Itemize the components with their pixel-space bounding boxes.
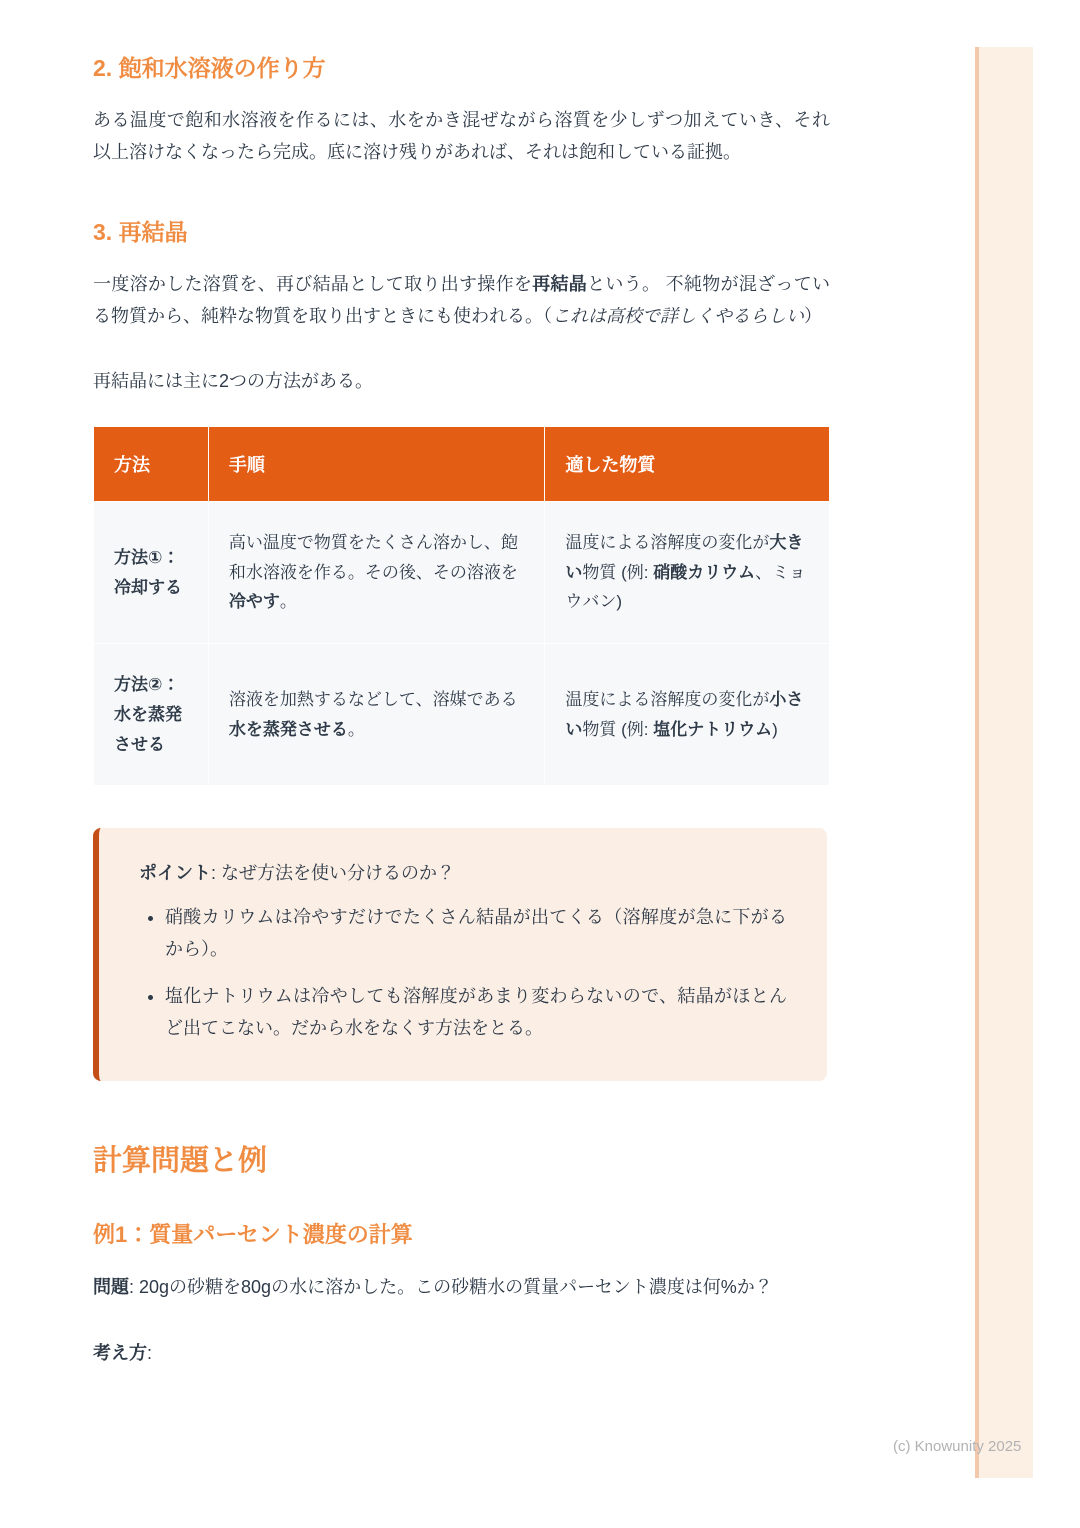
table-cell-method-2 [94, 644, 209, 786]
text-segment: という。 不純物が混ざっている物質から、純粋な物質を取り出すときにも使われる。（ [93, 273, 831, 326]
text-segment: : 20gの砂糖を80gの水に溶かした。この砂糖水の質量パーセント濃度は何%か？ [129, 1277, 773, 1298]
table-row [94, 644, 830, 786]
page-content [93, 0, 830, 1370]
table-header-method: 方法 [94, 426, 209, 501]
text-segment: 小さい [565, 690, 804, 739]
table-body [94, 501, 830, 786]
problem-paragraph [93, 1271, 830, 1303]
table-header-row [94, 426, 830, 501]
text-segment: : [147, 1343, 153, 1364]
text-segment: 。 [279, 592, 297, 612]
approach-paragraph [93, 1337, 830, 1369]
text-segment: 方法②：水を蒸発させる [114, 675, 182, 754]
callout-title [139, 858, 787, 889]
point-callout [93, 828, 827, 1080]
text-segment: 考え方 [93, 1343, 147, 1364]
text-segment: 高い温度で物質をたくさん溶かし、飽和水溶液を作る。その後、その溶液を [228, 532, 518, 582]
table-row [94, 501, 830, 643]
table-header [94, 426, 830, 501]
table-cell-procedure-1 [208, 501, 544, 643]
text-segment: 溶液を加熱するなどして、溶媒である [228, 690, 518, 710]
text-segment: : なぜ方法を使い分けるのか？ [211, 863, 456, 884]
callout-bullet-list [139, 901, 787, 1045]
section2-paragraph: ある温度で飽和水溶液を作るには、水をかき混ぜながら溶質を少しずつ加えていき、それ以上溶けなくなったら完成。底に溶け残りがあれば、それは飽和している証拠。 [93, 109, 830, 162]
section3-heading: 3. 再結晶 [93, 218, 188, 245]
callout-bullet: • 硝酸カリウムは冷やすだけでたくさん結晶が出てくる（溶解度が急に下がるから）。 [165, 901, 787, 966]
text-segment: 塩化ナトリウム [653, 719, 773, 739]
text-segment: 方法①：冷却する [114, 547, 182, 597]
text-segment: 物質 (例: [582, 719, 654, 739]
text-segment: ) [772, 719, 778, 739]
text-segment: 大きい [565, 532, 804, 582]
text-segment: 温度による溶解度の変化が [565, 532, 770, 552]
table-header-procedure: 手順 [208, 426, 544, 501]
text-segment: 物質 (例: [582, 562, 654, 582]
section2-heading: 2. 飽和水溶液の作り方 [93, 55, 326, 81]
table-cell-substance-1 [545, 501, 830, 643]
text-segment: 水を蒸発させる [228, 719, 348, 739]
table-header-substance: 適した物質 [545, 426, 830, 501]
text-segment: 、ミョウバン) [565, 562, 806, 612]
text-segment: これは高校で詳しくやるらしい [552, 305, 804, 326]
recrystallization-methods-table [93, 426, 830, 787]
section3-paragraph-2: 再結晶には主に2つの方法がある。 [93, 370, 374, 391]
calc-section-heading: 計算問題と例 [93, 1144, 268, 1177]
text-segment: 問題 [93, 1277, 129, 1298]
text-segment: 一度溶かした溶質を、再び結晶として取り出す操作を [93, 273, 533, 294]
copyright-text: (c) Knowunity 2025 [893, 1438, 1022, 1455]
text-segment: ） [804, 305, 822, 326]
table-cell-method-1 [94, 501, 209, 643]
table-cell-substance-2 [545, 644, 830, 786]
text-segment: 温度による溶解度の変化が [565, 690, 770, 710]
text-segment: 硝酸カリウム [653, 562, 756, 582]
text-segment: 再結晶 [532, 273, 588, 294]
text-segment: 冷やす [228, 592, 280, 612]
example1-heading: 例1：質量パーセント濃度の計算 [93, 1221, 413, 1247]
text-segment: ポイント [139, 863, 211, 884]
callout-bullet: • 塩化ナトリウムは冷やしても溶解度があまり変わらないので、結晶がほとんど出てこない。だから水をなくす方法をとる。 [165, 980, 787, 1045]
table-cell-procedure-2 [208, 644, 544, 786]
page-edge-stripe [975, 47, 1033, 1478]
section3-paragraph-1 [93, 268, 830, 332]
text-segment: 。 [347, 719, 365, 739]
